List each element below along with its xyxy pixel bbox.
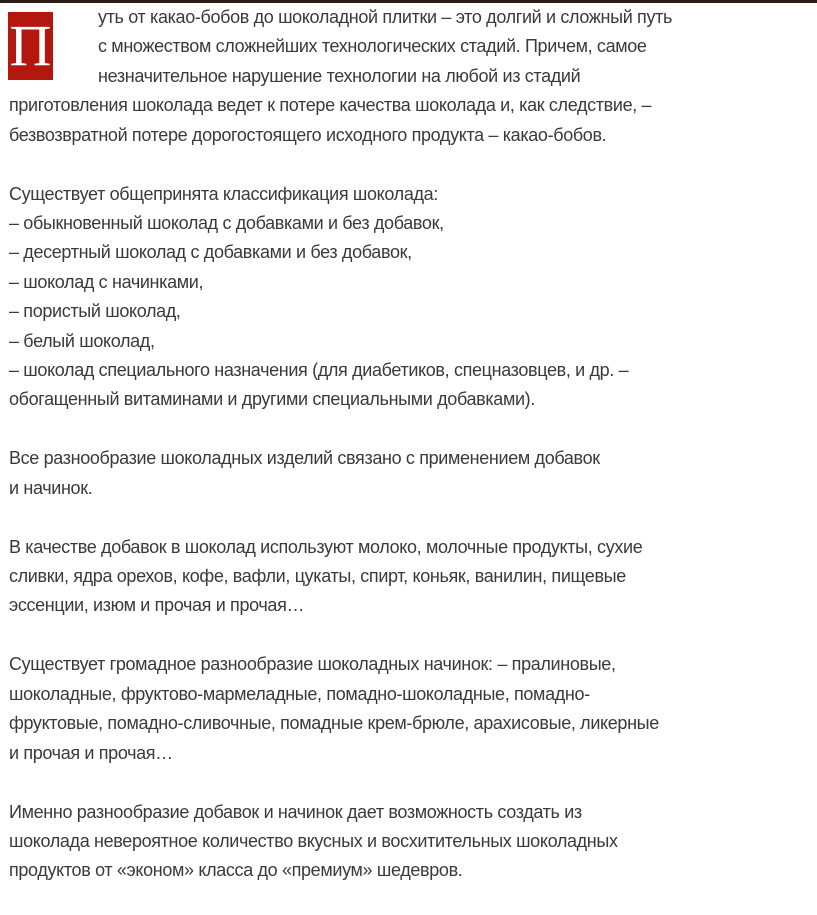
text-line: – десертный шоколад с добавками и без добавок, [9,242,412,263]
text-line: Существует громадное разнообразие шоколадных начинок: – пралиновые, [9,654,616,675]
text-line: – шоколад с начинками, [9,271,204,292]
text-line: – белый шоколад, [9,330,155,351]
text-line: – шоколад специального назначения (для диабетиков, спецназовцев, и др. – [9,359,629,380]
paragraph [9,650,817,768]
text-line: и начинок. [9,477,93,498]
text-line: обогащенный витаминами и другими специальными добавками). [9,389,535,410]
text-line: Именно разнообразие добавок и начинок дает возможность создать из [9,801,582,822]
text-line: безвозвратной потере дорогостоящего исходного продукта – какао-бобов. [9,124,607,145]
paragraph [9,3,817,150]
text-line: Существует общепринята классификация шоколада: [9,183,438,204]
paragraph [9,180,817,415]
paragraph [9,798,817,886]
text-line: шоколадные, фруктово-мармеладные, помадно-шоколадные, помадно- [9,683,590,704]
article-body [9,3,817,915]
text-line: В качестве добавок в шоколад используют молоко, молочные продукты, сухие [9,536,643,557]
text-line: незначительное нарушение технологии на любой из стадий [98,65,581,86]
text-line: продуктов от «эконом» класса до «премиум» шедевров. [9,860,463,881]
text-line: с множеством сложнейших технологических стадий. Причем, самое [98,36,647,57]
text-line: и прочая и прочая… [9,742,173,763]
text-line: Все разнообразие шоколадных изделий связано с применением добавок [9,448,600,469]
text-line: шоколада невероятное количество вкусных и восхитительных шоколадных [9,830,618,851]
paragraph [9,444,817,503]
text-line: – пористый шоколад, [9,301,181,322]
text-line: – обыкновенный шоколад с добавками и без добавок, [9,212,444,233]
text-line: эссенции, изюм и прочая и прочая… [9,595,305,616]
drop-cap: П [9,13,52,78]
paragraph [9,533,817,621]
text-line: сливки, ядра орехов, кофе, вафли, цукаты, спирт, коньяк, ванилин, пищевые [9,566,626,587]
text-line: фруктовые, помадно-сливочные, помадные крем-брюле, арахисовые, ликерные [9,713,659,734]
text-line: приготовления шоколада ведет к потере качества шоколада и, как следствие, – [9,95,652,116]
text-line: уть от какао-бобов до шоколадной плитки – это долгий и сложный путь [98,7,673,27]
